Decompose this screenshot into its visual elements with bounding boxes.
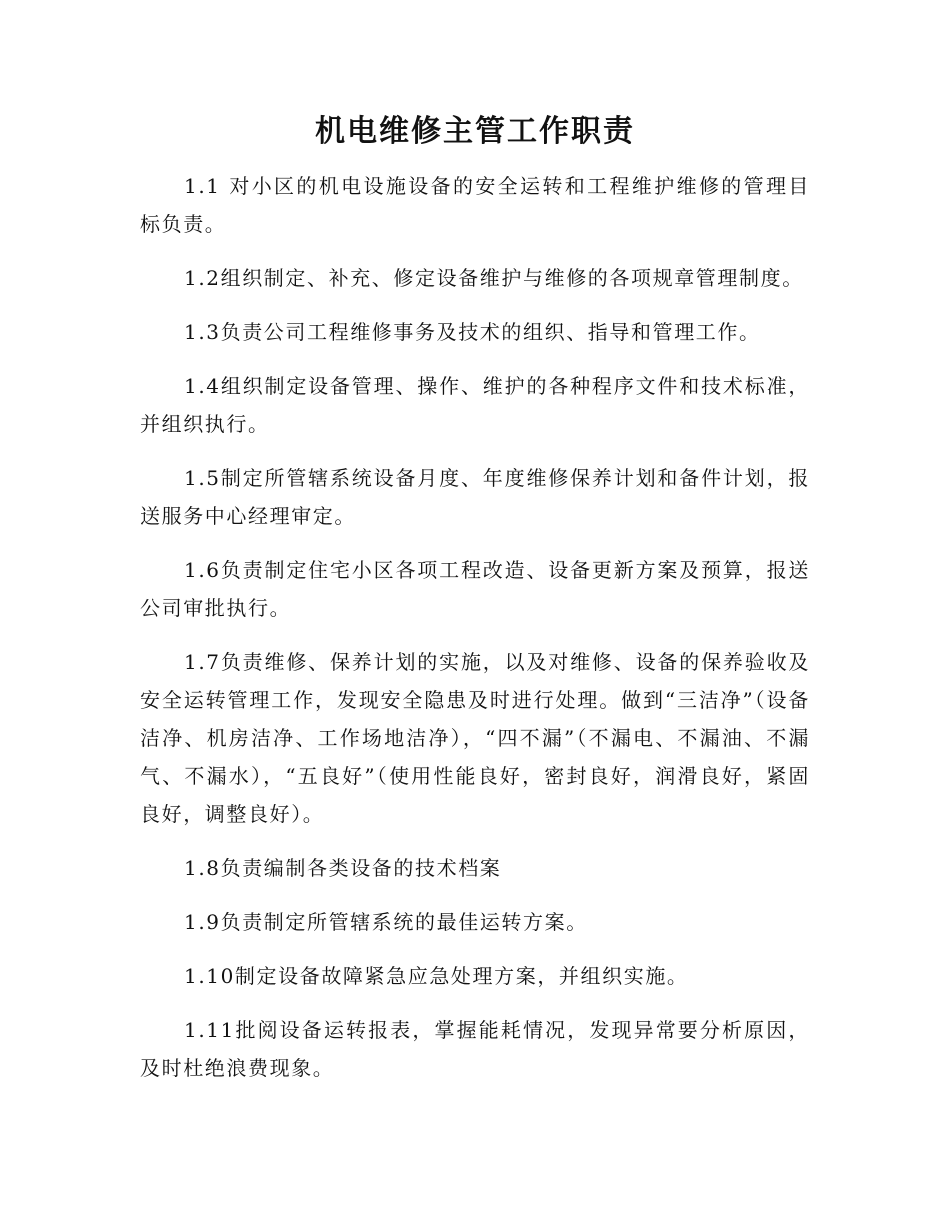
paragraph-1-11: 1.11批阅设备运转报表，掌握能耗情况，发现异常要分析原因，及时杜绝浪费现象。 [140, 1018, 810, 1080]
paragraph-1-5: 1.5制定所管辖系统设备月度、年度维修保养计划和备件计划，报送服务中心经理审定。 [140, 466, 810, 528]
paragraph-1-7: 1.7负责维修、保养计划的实施，以及对维修、设备的保养验收及安全运转管理工作，发现安全隐患及时进行处理。做到“三洁净”（设备洁净、机房洁净、工作场地洁净），“四不漏”（不漏电、不漏油、不漏气、不漏水），“五良好”（使用性能良好，密封良好，润滑良好，紧固良好，调整良好）。 [140, 650, 810, 826]
paragraph-1-2: 1.2组织制定、补充、修定设备维护与维修的各项规章管理制度。 [184, 266, 804, 290]
paragraph-1-1: 1.1 对小区的机电设施设备的安全运转和工程维护维修的管理目标负责。 [140, 174, 810, 236]
paragraph-1-10: 1.10制定设备故障紧急应急处理方案，并组织实施。 [184, 964, 689, 988]
document-body [140, 167, 810, 1103]
paragraph-1-9: 1.9负责制定所管辖系统的最佳运转方案。 [184, 910, 588, 934]
paragraph-1-4: 1.4组织制定设备管理、操作、维护的各种程序文件和技术标准，并组织执行。 [140, 374, 810, 436]
paragraph-1-8: 1.8负责编制各类设备的技术档案 [184, 856, 502, 880]
document-title: 机电维修主管工作职责 [315, 114, 635, 149]
paragraph-1-6: 1.6负责制定住宅小区各项工程改造、设备更新方案及预算，报送公司审批执行。 [140, 558, 810, 620]
paragraph-1-3: 1.3负责公司工程维修事务及技术的组织、指导和管理工作。 [184, 320, 761, 344]
